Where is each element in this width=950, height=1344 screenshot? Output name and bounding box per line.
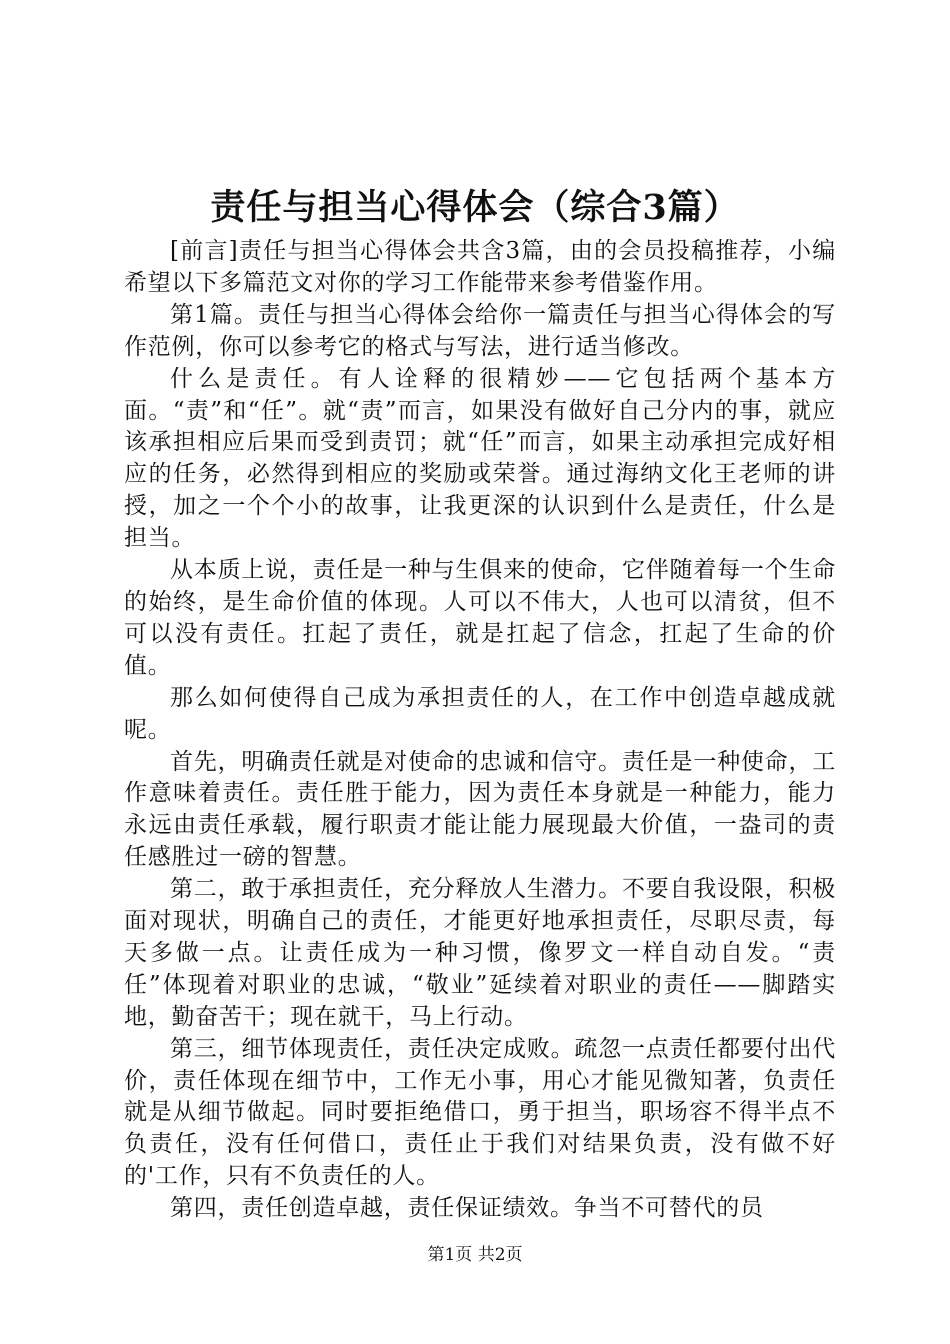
paragraph-preface: [前言]责任与担当心得体会共含3篇，由的会员投稿推荐，小编希望以下多篇范文对你的学习工作能带来参考借鉴作用。 bbox=[124, 238, 836, 296]
paragraph-essence: 从本质上说，责任是一种与生俱来的使命，它伴随着每一个生命的始终，是生命价值的体现。人可以不伟大，人也可以清贫，但不可以没有责任。扛起了责任，就是扛起了信念，扛起了生命的价值。 bbox=[124, 557, 836, 679]
page-footer: 第1页 共2页 bbox=[427, 1245, 523, 1265]
document-title: 责任与担当心得体会（综合3篇） bbox=[210, 187, 740, 228]
paragraph-intro: 第1篇。责任与担当心得体会给你一篇责任与担当心得体会的写作范例，你可以参考它的格式与写法，进行适当修改。 bbox=[124, 301, 836, 360]
paragraph-second: 第二，敢于承担责任，充分释放人生潜力。不要自我设限，积极面对现状，明确自己的责任，才能更好地承担责任，尽职尽责，每天多做一点。让责任成为一种习惯，像罗文一样自动自发。“责任”体现着对职业的忠诚，“敬业”延续着对职业的责任——脚踏实地，勤奋苦干；现在就干，马上行动。 bbox=[124, 876, 836, 1030]
paragraph-third: 第三，细节体现责任，责任决定成败。疏忽一点责任都要付出代价，责任体现在细节中，工作无小事，用心才能见微知著，负责任就是从细节做起。同时要拒绝借口，勇于担当，职场容不得半点不负责任，没有任何借口，责任止于我们对结果负责，没有做不好的'工作，只有不负责任的人。 bbox=[124, 1035, 836, 1190]
paragraph-first: 首先，明确责任就是对使命的忠诚和信守。责任是一种使命，工作意味着责任。责任胜于能力，因为责任本身就是一种能力，能力永远由责任承载，履行职责才能让能力展现最大价值，一盎司的责任感胜过一磅的智慧。 bbox=[124, 748, 836, 871]
paragraph-what-is-responsibility: 什么是责任。有人诠释的很精妙——它包括两个基本方面。“责”和“任”。就“责”而言，如果没有做好自己分内的事，就应该承担相应后果而受到责罚；就“任”而言，如果主动承担完成好相应的任务，必然得到相应的奖励或荣誉。通过海纳文化王老师的讲授，加之一个个小的故事，让我更深的认识到什么是责任，什么是担当。 bbox=[124, 365, 836, 552]
paragraph-fourth: 第四，责任创造卓越，责任保证绩效。争当不可替代的员 bbox=[170, 1195, 764, 1222]
document-body bbox=[124, 236, 836, 1225]
paragraph-question: 那么如何使得自己成为承担责任的人，在工作中创造卓越成就呢。 bbox=[124, 684, 836, 743]
